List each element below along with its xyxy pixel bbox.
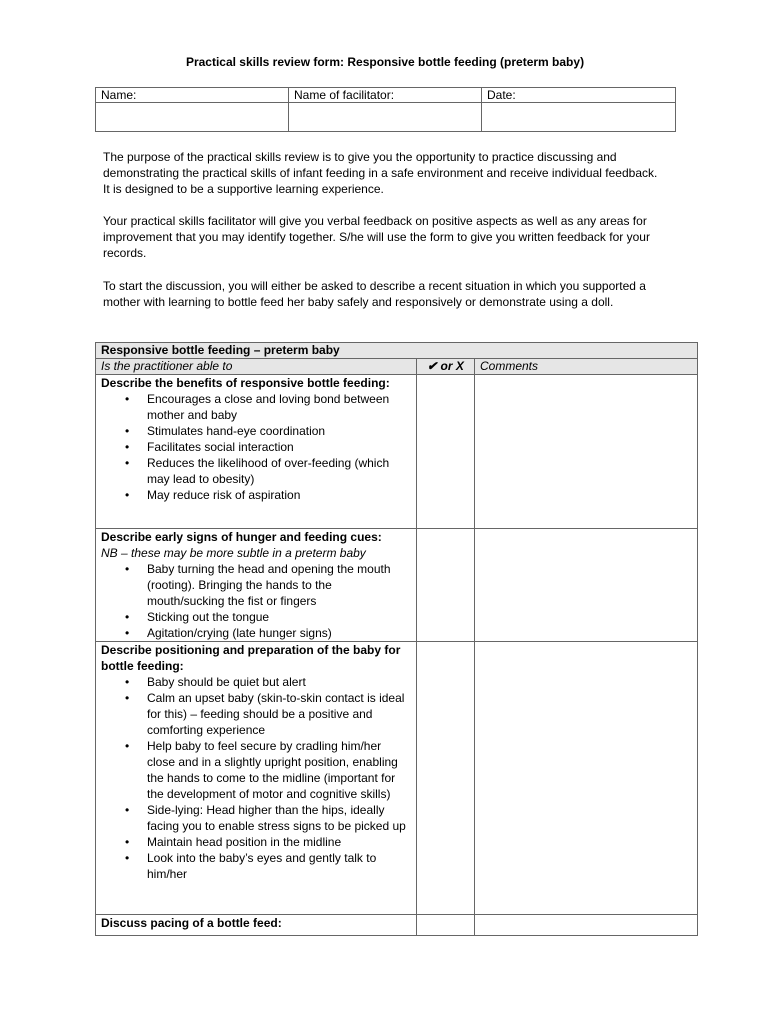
table-row (96, 642, 698, 915)
criteria-cell (96, 529, 417, 642)
column-header-practitioner: Is the practitioner able to (96, 359, 417, 375)
bullet-list (101, 561, 411, 641)
skills-review-table (95, 342, 698, 936)
column-header-tick: ✔ or X (417, 359, 475, 375)
list-item: • Agitation/crying (late hunger signs) (147, 625, 411, 641)
intro-paragraph-purpose: The purpose of the practical skills review is to give you the opportunity to practice discussing and demonstrating the practical skills of infant feeding in a safe environment and receive individual feedback. It is designed to be a supportive learning experience. (103, 150, 658, 196)
table-row (96, 915, 698, 936)
tick-cell[interactable] (417, 375, 475, 529)
criteria-cell (96, 375, 417, 529)
column-header-comments: Comments (475, 359, 698, 375)
list-item: • Facilitates social interaction (147, 439, 411, 455)
table-row (96, 375, 698, 529)
row-title: Describe the benefits of responsive bottle feeding: (101, 376, 390, 390)
criteria-cell (96, 915, 417, 936)
list-item: • Sticking out the tongue (147, 609, 411, 625)
list-item: • Calm an upset baby (skin-to-skin contact is ideal for this) – feeding should be a positive and comforting experience (147, 690, 411, 738)
date-field[interactable] (482, 103, 676, 132)
row-title: Describe positioning and preparation of the baby for bottle feeding: (101, 643, 401, 673)
list-item: • Maintain head position in the midline (147, 834, 411, 850)
intro-paragraph-feedback: Your practical skills facilitator will give you verbal feedback on positive aspects as well as any areas for improvement that you may identify together. S/he will use the form to give you written feedback for your records. (103, 214, 650, 260)
date-label: Date: (482, 88, 676, 103)
bullet-list (101, 674, 411, 882)
row-title: Discuss pacing of a bottle feed: (101, 916, 282, 930)
bullet-list (101, 391, 411, 503)
list-item: • Help baby to feel secure by cradling him/her close and in a slightly upright position, enabling the hands to come to the midline (important for the development of motor and cognitive skills) (147, 738, 411, 802)
list-item: • Baby should be quiet but alert (147, 674, 411, 690)
name-field[interactable] (96, 103, 289, 132)
facilitator-field[interactable] (289, 103, 482, 132)
row-note: NB – these may be more subtle in a preterm baby (101, 546, 366, 560)
list-item: • Reduces the likelihood of over-feeding (which may lead to obesity) (147, 455, 411, 487)
tick-cell[interactable] (417, 915, 475, 936)
list-item: • Baby turning the head and opening the mouth (rooting). Bringing the hands to the mouth/sucking the fist or fingers (147, 561, 411, 609)
list-item: • Stimulates hand-eye coordination (147, 423, 411, 439)
list-item: • Side-lying: Head higher than the hips, ideally facing you to enable stress signs to be picked up (147, 802, 411, 834)
comments-cell[interactable] (475, 375, 698, 529)
row-title: Describe early signs of hunger and feeding cues: (101, 530, 382, 544)
list-item: • May reduce risk of aspiration (147, 487, 411, 503)
list-item: • Encourages a close and loving bond between mother and baby (147, 391, 411, 423)
comments-cell[interactable] (475, 915, 698, 936)
tick-cell[interactable] (417, 529, 475, 642)
intro-paragraph-start: To start the discussion, you will either be asked to describe a recent situation in which you supported a mother with learning to bottle feed her baby safely and responsively or demonstrate using a doll. (103, 279, 646, 309)
tick-cell[interactable] (417, 642, 475, 915)
comments-cell[interactable] (475, 529, 698, 642)
criteria-cell (96, 642, 417, 915)
section-title: Responsive bottle feeding – preterm baby (96, 343, 698, 359)
participant-info-table (95, 87, 676, 132)
list-item: • Look into the baby’s eyes and gently talk to him/her (147, 850, 411, 882)
table-row (96, 529, 698, 642)
document-title: Practical skills review form: Responsive bottle feeding (preterm baby) (185, 55, 585, 69)
name-label: Name: (96, 88, 289, 103)
facilitator-label: Name of facilitator: (289, 88, 482, 103)
comments-cell[interactable] (475, 642, 698, 915)
